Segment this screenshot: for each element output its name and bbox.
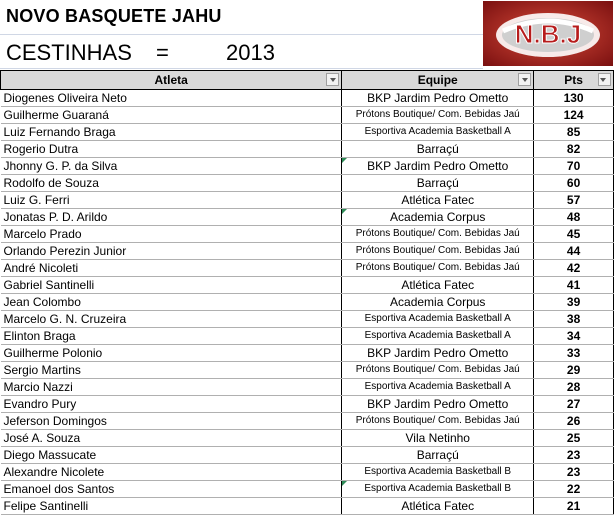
points-cell[interactable]: 82 xyxy=(534,141,614,158)
table-row xyxy=(1,192,614,209)
table-row xyxy=(1,362,614,379)
team-cell[interactable]: BKP Jardim Pedro Ometto xyxy=(342,345,534,362)
team-cell[interactable]: Prótons Boutique/ Com. Bebidas Jaú xyxy=(342,107,534,124)
points-cell[interactable]: 41 xyxy=(534,277,614,294)
points-cell[interactable]: 27 xyxy=(534,396,614,413)
col-header-athlete[interactable]: Atleta xyxy=(1,71,342,90)
team-cell[interactable]: Esportiva Academia Basketball B xyxy=(342,464,534,481)
points-cell[interactable]: 23 xyxy=(534,464,614,481)
team-cell[interactable]: Esportiva Academia Basketball A xyxy=(342,124,534,141)
athlete-cell[interactable]: José A. Souza xyxy=(1,430,342,447)
table-row xyxy=(1,294,614,311)
team-cell[interactable]: Atlética Fatec xyxy=(342,498,534,515)
points-cell[interactable]: 28 xyxy=(534,379,614,396)
filter-active-icon[interactable] xyxy=(598,73,611,86)
athlete-cell[interactable]: Marcelo G. N. Cruzeira xyxy=(1,311,342,328)
team-cell[interactable]: BKP Jardim Pedro Ometto xyxy=(342,396,534,413)
athlete-cell[interactable]: Sergio Martins xyxy=(1,362,342,379)
table-row xyxy=(1,243,614,260)
team-cell[interactable]: BKP Jardim Pedro Ometto xyxy=(342,90,534,107)
table-row xyxy=(1,345,614,362)
athlete-cell[interactable]: Jeferson Domingos xyxy=(1,413,342,430)
nbj-logo xyxy=(483,1,613,66)
table-header-row xyxy=(1,71,614,90)
col-header-points[interactable]: Pts xyxy=(534,71,614,90)
table-body xyxy=(1,90,614,515)
team-cell[interactable]: Prótons Boutique/ Com. Bebidas Jaú xyxy=(342,413,534,430)
table-row xyxy=(1,481,614,498)
team-cell[interactable]: Esportiva Academia Basketball A xyxy=(342,379,534,396)
team-cell[interactable]: Esportiva Academia Basketball B xyxy=(342,481,534,498)
table-row xyxy=(1,175,614,192)
subtitle-year: 2013 xyxy=(226,40,275,65)
team-cell[interactable]: BKP Jardim Pedro Ometto xyxy=(342,158,534,175)
col-header-team[interactable]: Equipe xyxy=(342,71,534,90)
points-cell[interactable]: 48 xyxy=(534,209,614,226)
subtitle-equals: = xyxy=(156,40,169,65)
sheet-title: NOVO BASQUETE JAHU xyxy=(6,6,222,26)
athlete-cell[interactable]: Diego Massucate xyxy=(1,447,342,464)
points-cell[interactable]: 70 xyxy=(534,158,614,175)
table-row xyxy=(1,260,614,277)
points-cell[interactable]: 29 xyxy=(534,362,614,379)
athlete-cell[interactable]: Marcio Nazzi xyxy=(1,379,342,396)
points-cell[interactable]: 34 xyxy=(534,328,614,345)
comment-marker-icon xyxy=(342,158,347,163)
athlete-cell[interactable]: Luiz G. Ferri xyxy=(1,192,342,209)
table-row xyxy=(1,328,614,345)
team-cell[interactable]: Prótons Boutique/ Com. Bebidas Jaú xyxy=(342,260,534,277)
table-row xyxy=(1,379,614,396)
athlete-cell[interactable]: Guilherme Guaraná xyxy=(1,107,342,124)
athlete-cell[interactable]: Emanoel dos Santos xyxy=(1,481,342,498)
team-cell[interactable]: Prótons Boutique/ Com. Bebidas Jaú xyxy=(342,362,534,379)
athlete-cell[interactable]: Alexandre Nicolete xyxy=(1,464,342,481)
table-row xyxy=(1,141,614,158)
team-cell[interactable]: Academia Corpus xyxy=(342,209,534,226)
table-row xyxy=(1,498,614,515)
points-cell[interactable]: 23 xyxy=(534,447,614,464)
team-cell[interactable]: Atlética Fatec xyxy=(342,192,534,209)
team-cell[interactable]: Barraçú xyxy=(342,175,534,192)
points-cell[interactable]: 57 xyxy=(534,192,614,209)
team-cell[interactable]: Academia Corpus xyxy=(342,294,534,311)
athlete-cell[interactable]: Jonatas P. D. Arildo xyxy=(1,209,342,226)
team-cell[interactable]: Esportiva Academia Basketball A xyxy=(342,328,534,345)
table-row xyxy=(1,447,614,464)
filter-dropdown-icon[interactable] xyxy=(518,73,531,86)
comment-marker-icon xyxy=(342,481,347,486)
athlete-cell[interactable]: Evandro Pury xyxy=(1,396,342,413)
points-cell[interactable]: 45 xyxy=(534,226,614,243)
team-cell[interactable]: Barraçú xyxy=(342,447,534,464)
subtitle-label: CESTINHAS xyxy=(6,40,132,65)
points-cell[interactable]: 130 xyxy=(534,90,614,107)
athlete-cell[interactable]: Marcelo Prado xyxy=(1,226,342,243)
table-row xyxy=(1,311,614,328)
athlete-cell[interactable]: Rodolfo de Souza xyxy=(1,175,342,192)
team-cell[interactable]: Atlética Fatec xyxy=(342,277,534,294)
team-cell[interactable]: Barraçú xyxy=(342,141,534,158)
team-cell[interactable]: Vila Netinho xyxy=(342,430,534,447)
athlete-cell[interactable]: Orlando Perezin Junior xyxy=(1,243,342,260)
athlete-cell[interactable]: Gabriel Santinelli xyxy=(1,277,342,294)
athlete-cell[interactable]: Guilherme Polonio xyxy=(1,345,342,362)
table-row xyxy=(1,226,614,243)
points-cell[interactable]: 39 xyxy=(534,294,614,311)
comment-marker-icon xyxy=(342,209,347,214)
points-cell[interactable]: 33 xyxy=(534,345,614,362)
team-cell[interactable]: Esportiva Academia Basketball A xyxy=(342,311,534,328)
svg-text:N.B.J: N.B.J xyxy=(514,19,582,49)
table-row xyxy=(1,158,614,175)
points-cell[interactable]: 22 xyxy=(534,481,614,498)
table-row xyxy=(1,124,614,141)
team-cell[interactable]: Prótons Boutique/ Com. Bebidas Jaú xyxy=(342,226,534,243)
athlete-cell[interactable]: Elinton Braga xyxy=(1,328,342,345)
points-cell[interactable]: 38 xyxy=(534,311,614,328)
points-cell[interactable]: 60 xyxy=(534,175,614,192)
points-cell[interactable]: 26 xyxy=(534,413,614,430)
table-row xyxy=(1,430,614,447)
points-cell[interactable]: 85 xyxy=(534,124,614,141)
points-cell[interactable]: 44 xyxy=(534,243,614,260)
athlete-cell[interactable]: Rogerio Dutra xyxy=(1,141,342,158)
points-cell[interactable]: 124 xyxy=(534,107,614,124)
team-cell[interactable]: Prótons Boutique/ Com. Bebidas Jaú xyxy=(342,243,534,260)
sheet-subtitle xyxy=(6,40,275,66)
athlete-cell[interactable]: André Nicoleti xyxy=(1,260,342,277)
table-row xyxy=(1,107,614,124)
table-row xyxy=(1,396,614,413)
points-cell[interactable]: 42 xyxy=(534,260,614,277)
athlete-cell[interactable]: Luiz Fernando Braga xyxy=(1,124,342,141)
table-row xyxy=(1,413,614,430)
scorers-table xyxy=(0,70,614,515)
table-row xyxy=(1,464,614,481)
athlete-cell[interactable]: Diogenes Oliveira Neto xyxy=(1,90,342,107)
points-cell[interactable]: 21 xyxy=(534,498,614,515)
table-row xyxy=(1,209,614,226)
table-row xyxy=(1,90,614,107)
athlete-cell[interactable]: Felipe Santinelli xyxy=(1,498,342,515)
filter-dropdown-icon[interactable] xyxy=(326,73,339,86)
table-row xyxy=(1,277,614,294)
points-cell[interactable]: 25 xyxy=(534,430,614,447)
athlete-cell[interactable]: Jhonny G. P. da Silva xyxy=(1,158,342,175)
athlete-cell[interactable]: Jean Colombo xyxy=(1,294,342,311)
